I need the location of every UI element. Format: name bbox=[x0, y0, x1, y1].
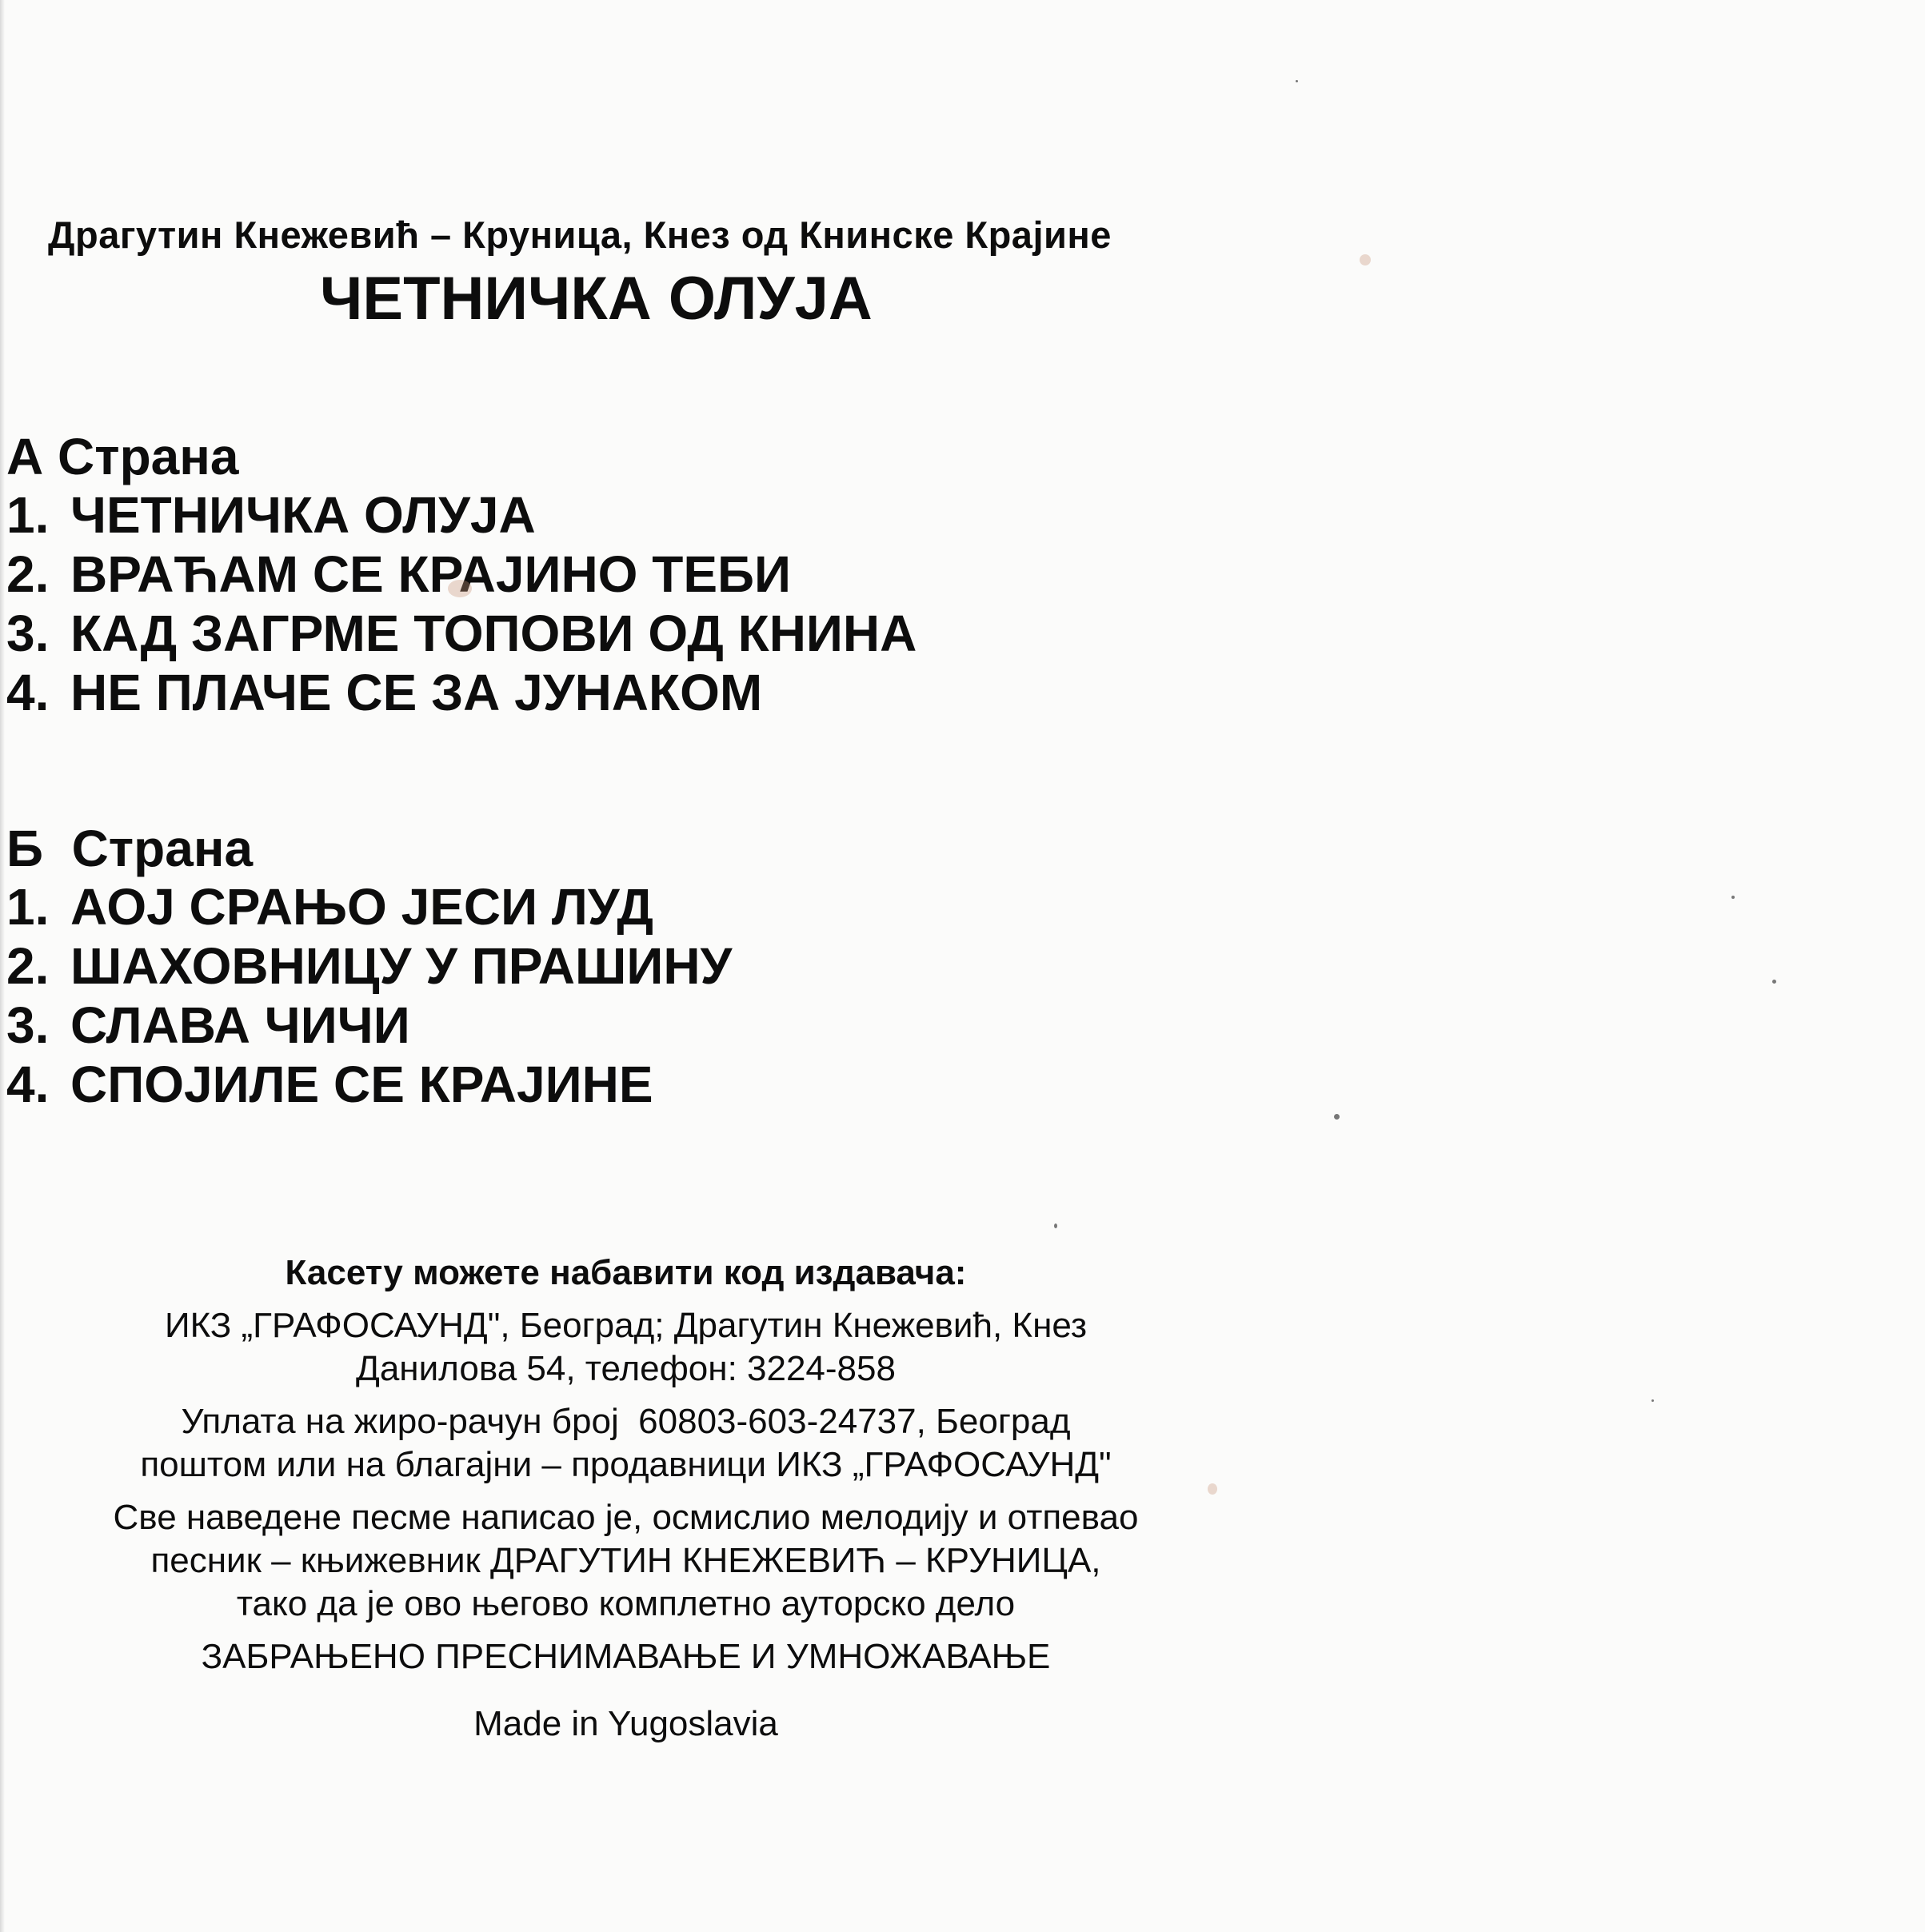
artist-line: Драгутин Кнежевић – Круница, Кнез од Книнске Крајине bbox=[48, 214, 1112, 256]
track-item bbox=[6, 1055, 1046, 1114]
scan-speck bbox=[1651, 1399, 1654, 1402]
track-title: АОЈ СРАЊО ЈЕСИ ЛУД bbox=[70, 878, 653, 936]
credits-line-3: тако да је ово његово комплетно ауторско дело bbox=[236, 1584, 1016, 1623]
order-heading: Касету можете набавити код издавача: bbox=[285, 1253, 967, 1292]
track-title: ШАХОВНИЦУ У ПРАШИНУ bbox=[70, 937, 733, 995]
side-a-heading: А Страна bbox=[6, 428, 239, 485]
scan-stain bbox=[1208, 1483, 1217, 1495]
track-item bbox=[6, 545, 1046, 604]
scan-stain bbox=[448, 580, 472, 597]
track-item bbox=[6, 663, 1046, 722]
track-item bbox=[6, 485, 1046, 545]
side-a-tracklist bbox=[6, 428, 1046, 722]
credits-line: Све наведене песме написао је, осмислио мелодију и отпевао bbox=[113, 1498, 1139, 1537]
track-item bbox=[6, 996, 1046, 1055]
side-b-heading: Б Страна bbox=[6, 820, 254, 877]
payment-line-2: поштом или на благајни – продавници ИКЗ „ГРАФОСАУНД" bbox=[140, 1445, 1112, 1484]
track-title: ЧЕТНИЧКА ОЛУЈА bbox=[70, 486, 536, 544]
track-title: СЛАВА ЧИЧИ bbox=[70, 996, 410, 1054]
credits-line-2: песник – књижевник ДРАГУТИН КНЕЖЕВИЋ – КРУНИЦА, bbox=[150, 1541, 1101, 1580]
scan-stain bbox=[1360, 254, 1371, 265]
side-b-tracklist bbox=[6, 820, 1046, 1114]
track-number: 3. bbox=[6, 996, 50, 1054]
scan-speck bbox=[1054, 1223, 1057, 1228]
footer-info bbox=[0, 1251, 1252, 1746]
track-title: КАД ЗАГРМЕ ТОПОВИ ОД КНИНА bbox=[70, 605, 917, 662]
track-item bbox=[6, 877, 1046, 936]
track-number: 1. bbox=[6, 878, 50, 936]
track-number: 1. bbox=[6, 486, 50, 544]
scan-speck bbox=[1334, 1114, 1340, 1120]
publisher-address: Данилова 54, телефон: 3224-858 bbox=[356, 1349, 896, 1388]
track-title: СПОЈИЛЕ СЕ КРАЈИНЕ bbox=[70, 1056, 653, 1113]
track-number: 2. bbox=[6, 545, 50, 603]
payment-line: Уплата на жиро-рачун број 60803-603-24737, Београд bbox=[181, 1402, 1071, 1441]
track-number: 3. bbox=[6, 605, 50, 662]
track-item bbox=[6, 936, 1046, 996]
track-number: 4. bbox=[6, 664, 50, 721]
publisher-line: ИКЗ „ГРАФОСАУНД", Београд; Драгутин Кнежевић, Кнез bbox=[164, 1306, 1088, 1345]
scan-speck bbox=[1772, 980, 1776, 984]
track-title: ВРАЋАМ СЕ КРАЈИНО ТЕБИ bbox=[70, 545, 791, 603]
track-number: 4. bbox=[6, 1056, 50, 1113]
copyright-notice: ЗАБРАЊЕНО ПРЕСНИМАВАЊЕ И УМНОЖАВАЊЕ bbox=[201, 1637, 1051, 1676]
scan-speck bbox=[1731, 896, 1735, 899]
album-title: ЧЕТНИЧКА ОЛУЈА bbox=[320, 265, 873, 333]
track-item bbox=[6, 604, 1046, 663]
scan-speck bbox=[1296, 80, 1298, 82]
origin-label: Made in Yugoslavia bbox=[473, 1704, 778, 1743]
track-number: 2. bbox=[6, 937, 50, 995]
track-title: НЕ ПЛАЧЕ СЕ ЗА ЈУНАКОМ bbox=[70, 664, 763, 721]
